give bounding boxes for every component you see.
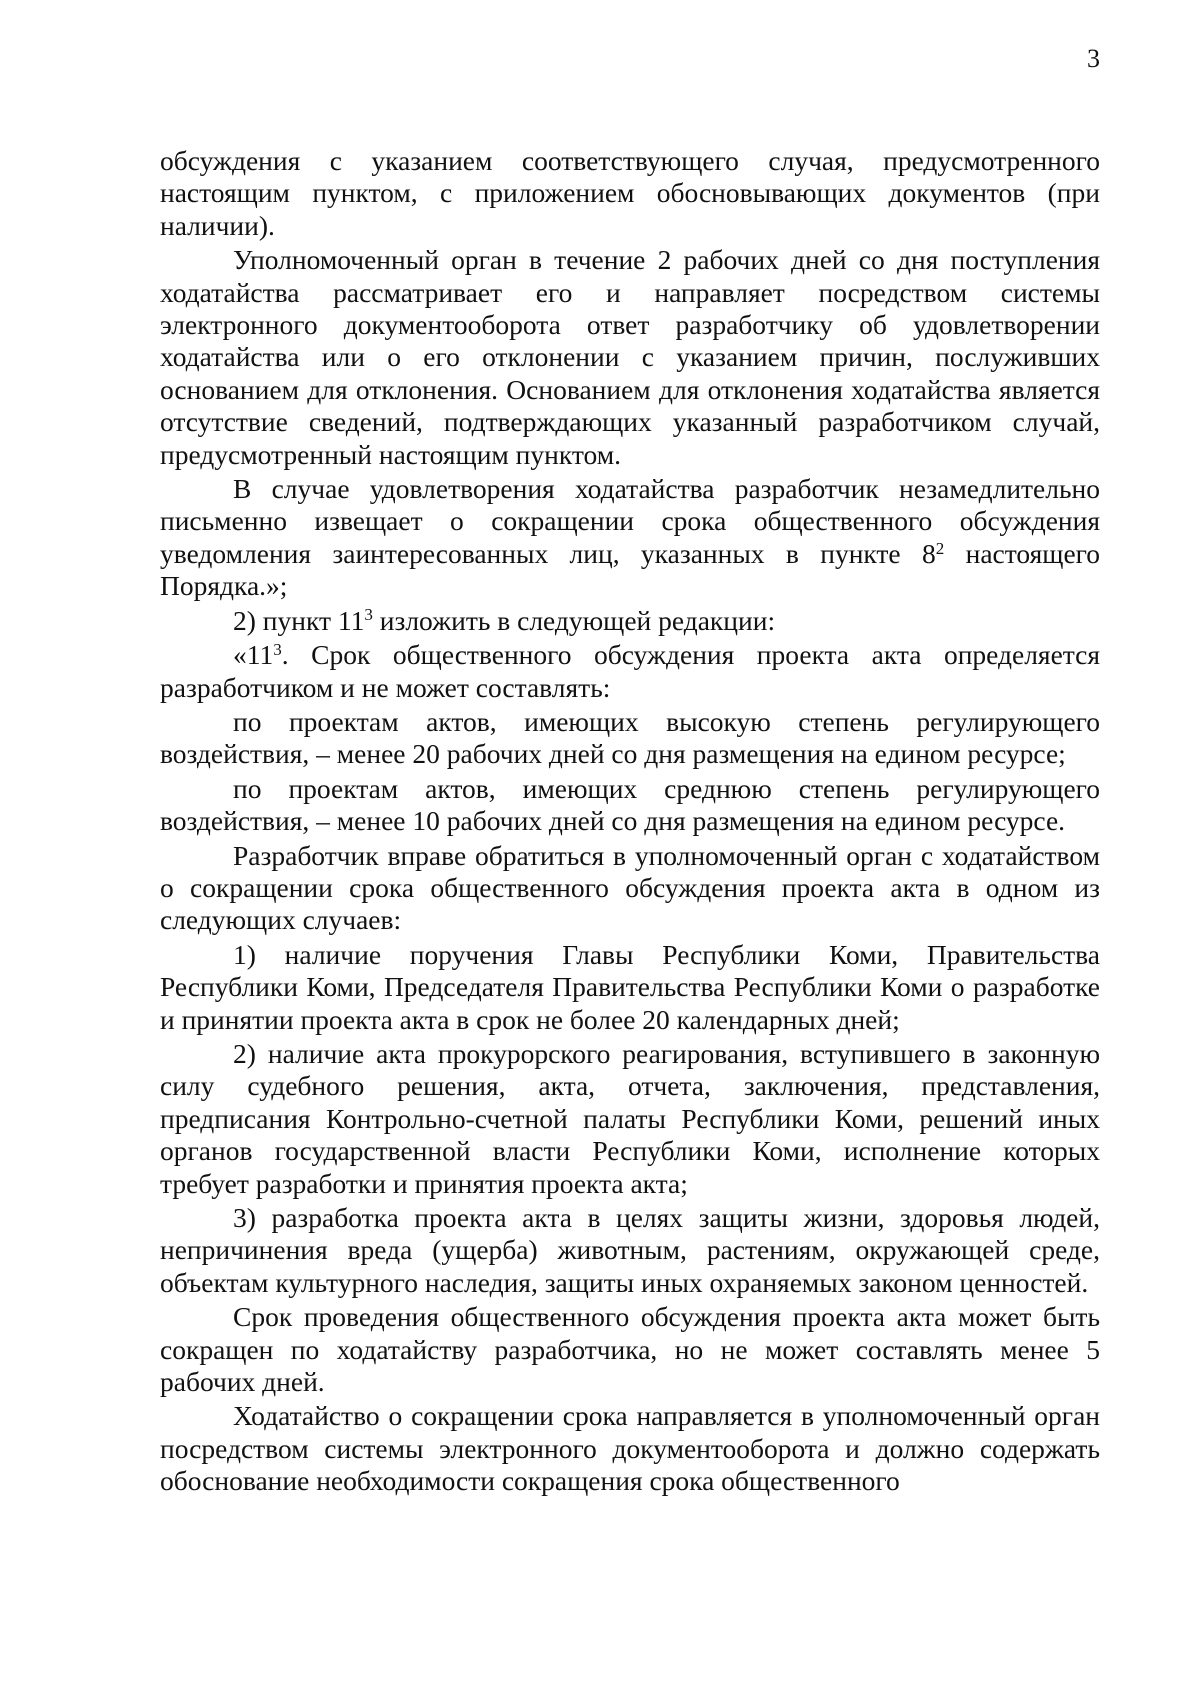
paragraph-5-text-b: . Срок общественного обсуждения проекта акта определяется разработчиком и не может составлять: xyxy=(160,639,1100,703)
paragraph-11: 3) разработка проекта акта в целях защиты жизни, здоровья людей, непричинения вреда (ущерба) животным, растениям, окружающей среде, объектам культурного наследия, защиты иных охраняемых законом ценностей. xyxy=(160,1202,1100,1298)
paragraph-4-text-b: изложить в следующей редакции: xyxy=(372,604,776,636)
superscript-3: 3 xyxy=(364,605,373,625)
paragraph-9: 1) наличие поручения Главы Республики Коми, Правительства Республики Коми, Председателя Правительства Республики Коми о разработке и принятии проекта акта в срок не более 20 календарных дней; xyxy=(160,938,1100,1035)
paragraph-5-text-a: «11 xyxy=(233,639,274,671)
paragraph-4-text-a: 2) пункт 11 xyxy=(233,604,365,636)
paragraph-4 xyxy=(160,605,1100,637)
superscript-3: 3 xyxy=(273,639,282,659)
page-number: 3 xyxy=(1087,44,1100,73)
paragraph-5 xyxy=(160,639,1100,704)
paragraph-3-text-b: настоящего Порядка.»; xyxy=(160,537,1100,602)
paragraph-2: Уполномоченный орган в течение 2 рабочих дней со дня поступления ходатайства рассматривает его и направляет посредством системы электронного документооборота ответ разработчику об удовлетворении ходатайства или о его отклонении с указанием причин, послуживших основанием для отклонения. Основанием для отклонения ходатайства является отсутствие сведений, подтверждающих указанный разработчиком случай, предусмотренный настоящим пунктом. xyxy=(160,244,1100,470)
document-body xyxy=(160,145,1100,1498)
paragraph-8: Разработчик вправе обратиться в уполномоченный орган с ходатайством о сокращении срока общественного обсуждения проекта акта в одном из следующих случаев: xyxy=(160,839,1100,936)
paragraph-13: Ходатайство о сокращении срока направляется в уполномоченный орган посредством системы электронного документооборота и должно содержать обоснование необходимости сокращения срока общественного xyxy=(160,1400,1100,1497)
superscript-2: 2 xyxy=(935,538,945,558)
paragraph-3 xyxy=(160,473,1100,603)
paragraph-6: по проектам актов, имеющих высокую степень регулирующего воздействия, – менее 20 рабочих дней со дня размещения на едином ресурсе; xyxy=(160,705,1100,770)
paragraph-12: Срок проведения общественного обсуждения проекта акта может быть сокращен по ходатайству разработчика, но не может составлять менее 5 рабочих дней. xyxy=(160,1301,1100,1398)
paragraph-10: 2) наличие акта прокурорского реагирования, вступившего в законную силу судебного решения, акта, отчета, заключения, представления, предписания Контрольно-счетной палаты Республики Коми, решений иных органов государственной власти Республики Коми, исполнение которых требует разработки и принятия проекта акта; xyxy=(160,1037,1100,1199)
paragraph-7: по проектам актов, имеющих среднюю степень регулирующего воздействия, – менее 10 рабочих дней со дня размещения на едином ресурсе. xyxy=(160,772,1100,837)
paragraph-3-text-a: В случае удовлетворения ходатайства разработчик незамедлительно письменно извещает о сокращении срока общественного обсуждения уведомления заинтересованных лиц, указанных в пункте 8 xyxy=(160,473,1100,569)
paragraph-1: обсуждения с указанием соответствующего случая, предусмотренного настоящим пунктом, с приложением обосновывающих документов (при наличии). xyxy=(160,145,1100,241)
